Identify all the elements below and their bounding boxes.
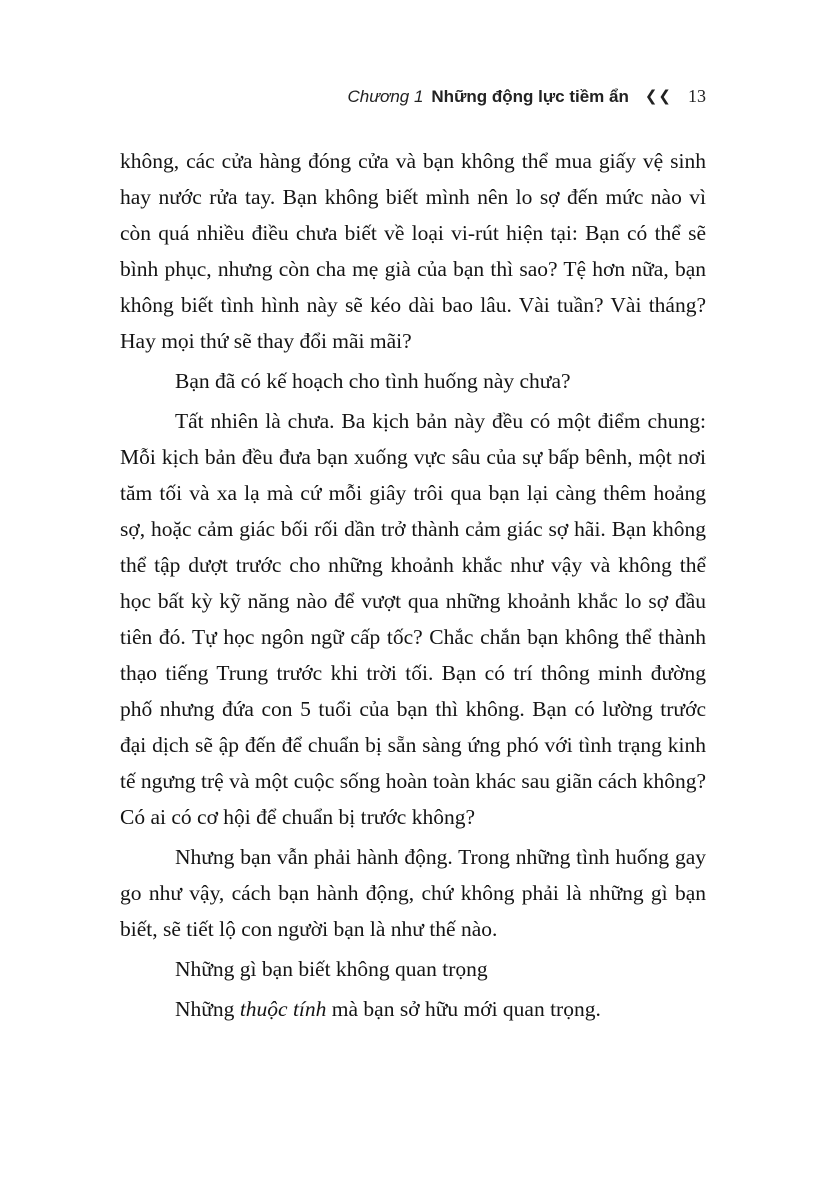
body-text: Bạn đã có kế hoạch cho tình huống này chưa? <box>175 369 571 393</box>
paragraph <box>120 839 706 947</box>
text-block <box>120 86 706 1031</box>
paragraph <box>120 951 706 987</box>
page-number: 13 <box>688 86 706 106</box>
paragraph <box>120 403 706 835</box>
body-text: Tất nhiên là chưa. Ba kịch bản này đều có một điểm chung: Mỗi kịch bản đều đưa bạn xuống vực sâu của sự bấp bênh, một nơi tăm tối và xa lạ mà cứ mỗi giây trôi qua bạn lại càng thêm hoảng sợ, hoặc cảm giác bối rối dần trở thành cảm giác sợ hãi. Bạn không thể tập dượt trước cho những khoảnh khắc như vậy và không thể học bất kỳ kỹ năng nào để vượt qua những khoảnh khắc lo sợ đầu tiên đó. Tự học ngôn ngữ cấp tốc? Chắc chắn bạn không thể thành thạo tiếng Trung trước khi trời tối. Bạn có trí thông minh đường phố nhưng đứa con 5 tuổi của bạn thì không. Bạn có lường trước đại dịch sẽ ập đến để chuẩn bị sẵn sàng ứng phó với tình trạng kinh tế ngưng trệ và một cuộc sống hoàn toàn khác sau giãn cách không? Có ai có cơ hội để chuẩn bị trước không? <box>120 409 706 829</box>
chapter-title: Những động lực tiềm ẩn <box>431 87 629 106</box>
paragraph <box>120 991 706 1027</box>
running-header <box>120 86 706 107</box>
paragraph <box>120 143 706 359</box>
body-text: Nhưng bạn vẫn phải hành động. Trong những tình huống gay go như vậy, cách bạn hành động, chứ không phải là những gì bạn biết, sẽ tiết lộ con người bạn là như thế nào. <box>120 845 706 941</box>
chevrons-left-icon: ❮❮ <box>644 88 672 105</box>
body-text: mà bạn sở hữu mới quan trọng. <box>326 997 601 1021</box>
emphasized-text: thuộc tính <box>239 997 327 1021</box>
paragraph <box>120 363 706 399</box>
body-text: không, các cửa hàng đóng cửa và bạn không thể mua giấy vệ sinh hay nước rửa tay. Bạn không biết mình nên lo sợ đến mức nào vì còn quá nhiều điều chưa biết về loại vi-rút hiện tại: Bạn có thể sẽ bình phục, nhưng còn cha mẹ già của bạn thì sao? Tệ hơn nữa, bạn không biết tình hình này sẽ kéo dài bao lâu. Vài tuần? Vài tháng? Hay mọi thứ sẽ thay đổi mãi mãi? <box>120 149 706 353</box>
body-text: Những <box>175 997 240 1021</box>
page-body <box>120 143 706 1027</box>
chapter-label: Chương 1 <box>347 87 424 106</box>
body-text: Những gì bạn biết không quan trọng <box>175 957 488 981</box>
